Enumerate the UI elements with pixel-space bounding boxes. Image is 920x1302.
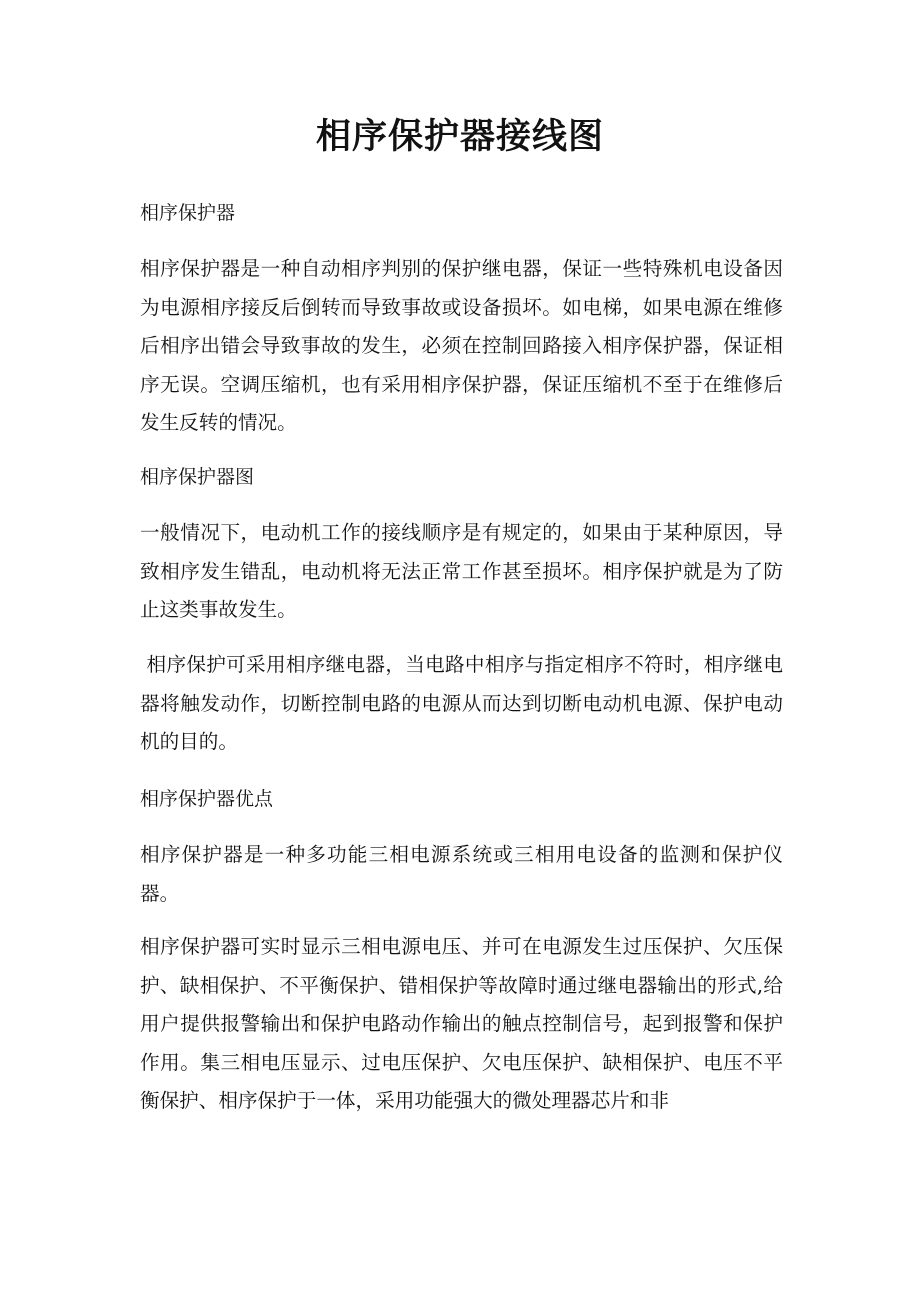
- paragraph: 相序保护器可实时显示三相电源电压、并可在电源发生过压保护、欠压保护、缺相保护、不平衡保护、错相保护等故障时通过继电器输出的形式,给用户提供报警输出和保护电路动作输出的触点控制信号，起到报警和保护作用。集三相电压显示、过电压保护、欠电压保护、缺相保护、电压不平衡保护、相序保护于一体，采用功能强大的微处理器芯片和非: [140, 935, 783, 1112]
- document-title: 相序保护器接线图: [315, 116, 604, 157]
- section-heading: 相序保护器优点: [140, 788, 274, 810]
- paragraph: 相序保护器是一种多功能三相电源系统或三相用电设备的监测和保护仪器。: [140, 843, 783, 905]
- section-heading: 相序保护器: [140, 202, 236, 224]
- section-heading: 相序保护器图: [140, 466, 255, 488]
- paragraph: 相序保护器是一种自动相序判别的保护继电器，保证一些特殊机电设备因为电源相序接反后倒转而导致事故或设备损坏。如电梯，如果电源在维修后相序出错会导致事故的发生，必须在控制回路接入相序保护器，保证相序无误。空调压缩机，也有采用相序保护器，保证压缩机不至于在维修后发生反转的情况。: [140, 257, 783, 434]
- paragraph: 一般情况下，电动机工作的接线顺序是有规定的，如果由于某种原因，导致相序发生错乱，电动机将无法正常工作甚至损坏。相序保护就是为了防止这类事故发生。: [140, 521, 783, 621]
- paragraph: 相序保护可采用相序继电器，当电路中相序与指定相序不符时，相序继电器将触发动作，切断控制电路的电源从而达到切断电动机电源、保护电动机的目的。: [140, 653, 784, 753]
